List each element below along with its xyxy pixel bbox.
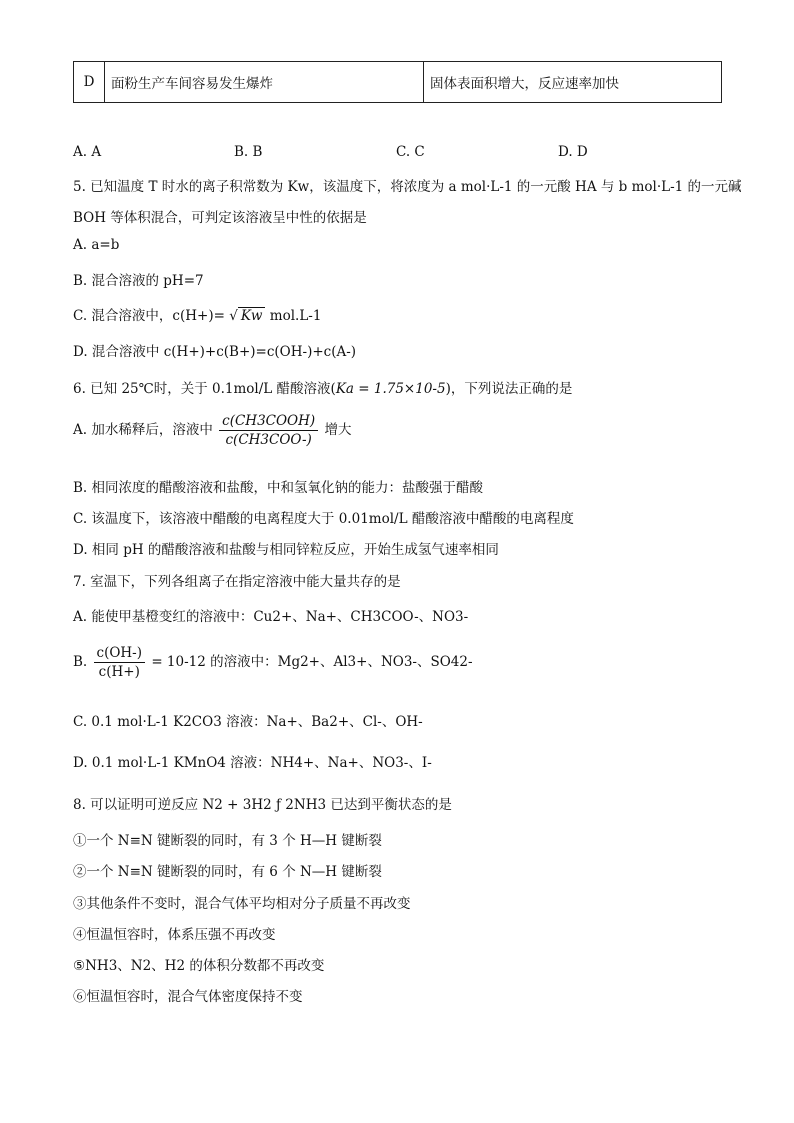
q8-item-4: ④恒温恒容时，体系压强不再改变 xyxy=(73,927,276,943)
q4-option-a: A. A xyxy=(73,144,102,160)
fraction-denominator: c(CH3COO-) xyxy=(225,432,312,448)
q5-option-c-radicand: Kw xyxy=(238,307,266,324)
q5-stem-line2: BOH 等体积混合，可判定该溶液呈中性的依据是 xyxy=(73,210,367,226)
q4-option-d: D. D xyxy=(558,144,588,160)
q7-stem: 7. 室温下，下列各组离子在指定溶液中能大量共存的是 xyxy=(73,574,401,590)
q6-option-a-prefix: A. 加水稀释后，溶液中 xyxy=(73,422,213,438)
table-row-phenomenon: 面粉生产车间容易发生爆炸 xyxy=(105,62,424,103)
q6-stem xyxy=(73,377,572,397)
q8-item-3: ③其他条件不变时，混合气体平均相对分子质量不再改变 xyxy=(73,896,411,912)
q6-option-c: C. 该温度下，该溶液中醋酸的电离程度大于 0.01mol/L 醋酸溶液中醋酸的电离程度 xyxy=(73,511,574,527)
q5-option-d: D. 混合溶液中 c(H+)+c(B+)=c(OH-)+c(A-) xyxy=(73,344,357,360)
q7-option-b-label: B. xyxy=(73,654,88,670)
q6-option-a xyxy=(73,413,351,448)
table-row-explanation: 固体表面积增大，反应速率加快 xyxy=(424,62,722,103)
q8-item-1: ①一个 N≡N 键断裂的同时，有 3 个 H—H 键断裂 xyxy=(73,833,382,849)
q8-item-2: ②一个 N≡N 键断裂的同时，有 6 个 N—H 键断裂 xyxy=(73,864,382,880)
q5-option-c xyxy=(73,304,321,324)
sqrt-symbol: √ Kw xyxy=(229,308,265,324)
q7-option-b-fraction xyxy=(94,645,146,680)
answer-table xyxy=(73,61,722,103)
q6-stem-prefix: 6. 已知 25℃时，关于 0.1mol/L 醋酸溶液( xyxy=(73,381,336,397)
q5-option-a: A. a=b xyxy=(73,237,120,253)
q7-option-a: A. 能使甲基橙变红的溶液中：Cu2+、Na+、CH3COO-、NO3- xyxy=(73,609,469,625)
q8-stem: 8. 可以证明可逆反应 N2 + 3H2 ƒ 2NH3 已达到平衡状态的是 xyxy=(73,797,452,813)
q7-option-b-rest: = 10-12 的溶液中：Mg2+、Al3+、NO3-、SO42- xyxy=(151,654,473,670)
fraction-numerator: c(OH-) xyxy=(94,645,146,663)
q5-option-c-prefix: C. 混合溶液中，c(H+)= xyxy=(73,308,225,324)
q6-ka: Ka = 1.75×10-5 xyxy=(335,381,446,397)
q4-option-b: B. B xyxy=(234,144,263,160)
q7-option-d: D. 0.1 mol·L-1 KMnO4 溶液：NH4+、Na+、NO3-、I- xyxy=(73,755,432,771)
table-row xyxy=(74,62,722,103)
q5-stem-line1: 5. 已知温度 T 时水的离子积常数为 Kw，该温度下，将浓度为 a mol·L-1 的一元酸 HA 与 b mol·L-1 的一元碱 xyxy=(73,179,742,195)
q6-option-a-fraction xyxy=(219,413,318,448)
q7-option-c: C. 0.1 mol·L-1 K2CO3 溶液：Na+、Ba2+、Cl-、OH- xyxy=(73,714,423,730)
q5-option-c-unit: mol.L-1 xyxy=(269,308,322,324)
table-row-letter: D xyxy=(74,62,105,103)
q8-item-6: ⑥恒温恒容时，混合气体密度保持不变 xyxy=(73,989,303,1005)
q8-item-5: ⑤NH3、N2、H2 的体积分数都不再改变 xyxy=(73,958,325,974)
q6-option-a-suffix: 增大 xyxy=(324,422,352,438)
q7-option-b xyxy=(73,645,473,680)
q6-stem-suffix: )，下列说法正确的是 xyxy=(445,381,573,397)
q5-option-b: B. 混合溶液的 pH=7 xyxy=(73,273,204,289)
q4-option-c: C. C xyxy=(396,144,425,160)
fraction-denominator: c(H+) xyxy=(98,664,140,680)
q6-option-d: D. 相同 pH 的醋酸溶液和盐酸与相同锌粒反应，开始生成氢气速率相同 xyxy=(73,542,499,558)
fraction-numerator: c(CH3COOH) xyxy=(219,413,318,431)
q6-option-b: B. 相同浓度的醋酸溶液和盐酸，中和氢氧化钠的能力：盐酸强于醋酸 xyxy=(73,480,484,496)
